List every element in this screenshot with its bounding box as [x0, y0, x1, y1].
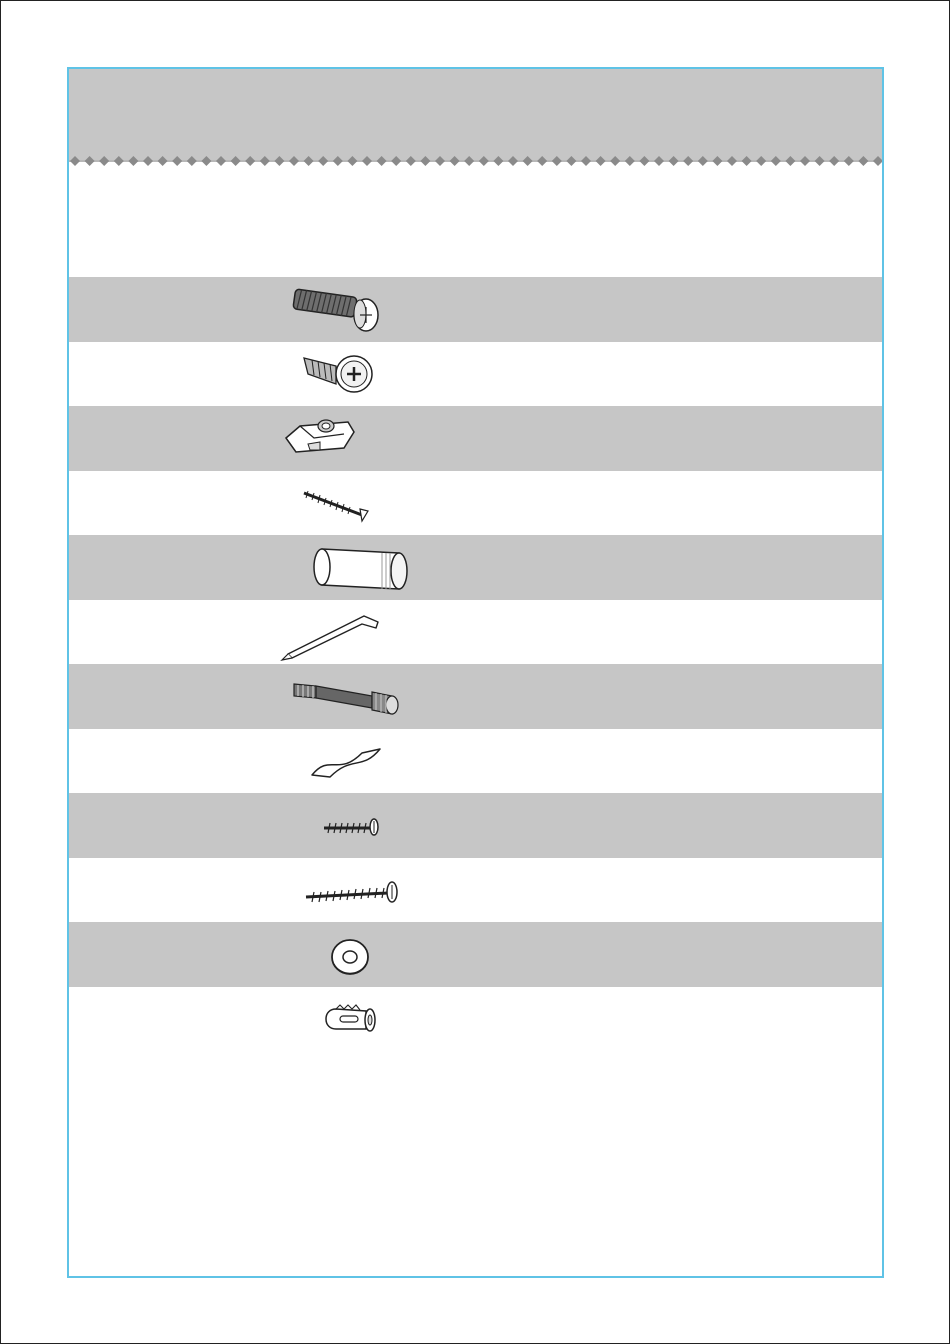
- part-row: [69, 729, 882, 794]
- diamond-mark: [464, 156, 474, 166]
- diamond-mark: [756, 156, 766, 166]
- diamond-mark: [479, 156, 489, 166]
- part-row: [69, 793, 882, 858]
- diamond-mark: [771, 156, 781, 166]
- diamond-mark: [610, 156, 620, 166]
- diamond-mark: [581, 156, 591, 166]
- diamond-mark: [508, 156, 518, 166]
- diamond-mark: [114, 156, 124, 166]
- diamond-mark: [318, 156, 328, 166]
- diamond-mark: [304, 156, 314, 166]
- diamond-divider: [69, 153, 882, 169]
- parts-list: [69, 277, 882, 1051]
- diamond-mark: [785, 156, 795, 166]
- washer-icon: [274, 924, 414, 984]
- diamond-mark: [172, 156, 182, 166]
- part-row: [69, 664, 882, 729]
- diamond-mark: [420, 156, 430, 166]
- diamond-mark: [274, 156, 284, 166]
- diamond-mark: [829, 156, 839, 166]
- long-screw-icon: [274, 860, 414, 920]
- diamond-mark: [406, 156, 416, 166]
- diamond-mark: [844, 156, 854, 166]
- part-row: [69, 471, 882, 536]
- diamond-mark: [596, 156, 606, 166]
- corner-bracket-icon: [274, 408, 414, 468]
- diamond-mark: [70, 156, 80, 166]
- diamond-mark: [450, 156, 460, 166]
- diamond-mark: [245, 156, 255, 166]
- diamond-mark: [289, 156, 299, 166]
- wood-screw-icon: [274, 473, 414, 533]
- diamond-mark: [158, 156, 168, 166]
- diamond-mark: [523, 156, 533, 166]
- diamond-mark: [800, 156, 810, 166]
- diamond-mark: [858, 156, 868, 166]
- diamond-mark: [639, 156, 649, 166]
- diamond-mark: [201, 156, 211, 166]
- short-screw-icon: [274, 344, 414, 404]
- diamond-mark: [347, 156, 357, 166]
- hardware-sheet: [67, 67, 884, 1278]
- part-row: [69, 987, 882, 1052]
- small-screw-icon: [274, 795, 414, 855]
- diamond-mark: [873, 156, 882, 166]
- diamond-mark: [654, 156, 664, 166]
- diamond-mark: [698, 156, 708, 166]
- part-row: [69, 858, 882, 923]
- diamond-mark: [260, 156, 270, 166]
- diamond-mark: [333, 156, 343, 166]
- diamond-mark: [216, 156, 226, 166]
- diamond-mark: [683, 156, 693, 166]
- header-band: [69, 69, 882, 161]
- diamond-mark: [742, 156, 752, 166]
- part-row: [69, 535, 882, 600]
- diamond-mark: [99, 156, 109, 166]
- part-row: [69, 342, 882, 407]
- part-row: [69, 600, 882, 665]
- diamond-mark: [625, 156, 635, 166]
- diamond-mark: [566, 156, 576, 166]
- allen-key-icon: [274, 602, 414, 662]
- long-bolt-icon: [274, 279, 414, 339]
- diamond-mark: [128, 156, 138, 166]
- diamond-mark: [712, 156, 722, 166]
- diamond-mark: [552, 156, 562, 166]
- diamond-mark: [391, 156, 401, 166]
- part-row: [69, 922, 882, 987]
- diamond-mark: [231, 156, 241, 166]
- diamond-mark: [493, 156, 503, 166]
- wooden-dowel-icon: [274, 537, 414, 597]
- diamond-mark: [377, 156, 387, 166]
- cam-pin-icon: [274, 666, 414, 726]
- diamond-mark: [727, 156, 737, 166]
- strip-icon: [274, 731, 414, 791]
- intro-area: [69, 169, 882, 277]
- part-row: [69, 406, 882, 471]
- diamond-mark: [537, 156, 547, 166]
- part-row: [69, 277, 882, 342]
- diamond-mark: [815, 156, 825, 166]
- diamond-mark: [435, 156, 445, 166]
- diamond-mark: [85, 156, 95, 166]
- diamond-mark: [187, 156, 197, 166]
- wall-plug-icon: [274, 989, 414, 1049]
- diamond-mark: [362, 156, 372, 166]
- diamond-mark: [143, 156, 153, 166]
- diamond-mark: [669, 156, 679, 166]
